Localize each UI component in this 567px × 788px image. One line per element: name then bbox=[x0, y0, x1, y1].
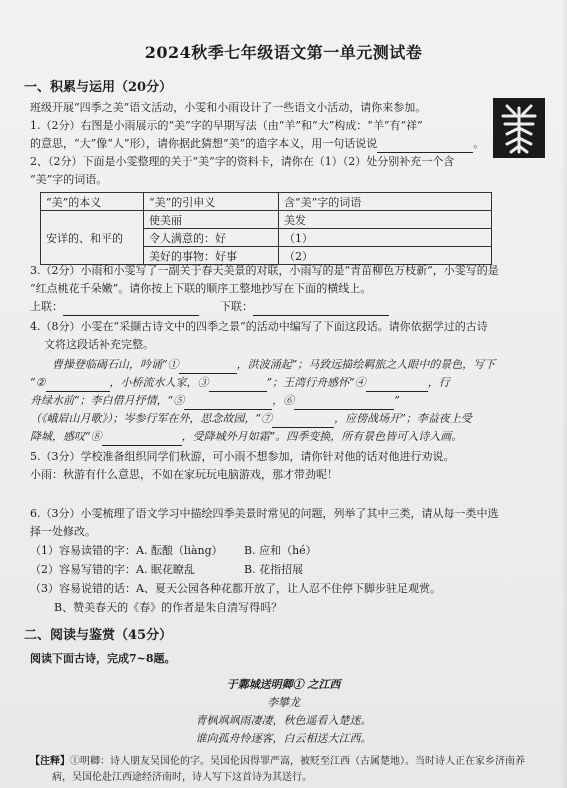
table-header-row bbox=[41, 193, 492, 211]
table-header-cell: “美”的引申义 bbox=[144, 193, 279, 211]
q4-blank-5[interactable] bbox=[184, 397, 272, 410]
q3-line2: “红点桃花千朵嫩”。请你按上下联的顺序工整地抄写在下面的横线上。 bbox=[30, 282, 372, 295]
q1-answer-blank[interactable] bbox=[377, 140, 473, 153]
poem-author: 李攀龙 bbox=[267, 696, 300, 709]
table-cell: 美发 bbox=[279, 211, 492, 229]
q3-line1: 3.（2分）小雨和小雯写了一副关于春天美景的对联，小雨写的是“青苗柳色万枝新”，小雯写的是 bbox=[30, 264, 499, 277]
poem-note-line1: 【注释】①明卿：诗人朋友吴国伦的字。吴国伦因得罪严嵩，被贬至江西（古属楚地）。当时诗人正在家乡济南养 bbox=[30, 756, 525, 767]
q4-blank-2[interactable] bbox=[46, 379, 110, 392]
q6-item1-b: B. 应和（hé） bbox=[244, 544, 317, 557]
q4-blank-4[interactable] bbox=[366, 379, 428, 392]
table-cell: 美好的事物：好事 bbox=[144, 247, 279, 265]
q4-passage-line4: （《峨眉山月歌》）；岑参行军在外，思念故园，“⑦ ，应傍战场开”；李益夜上受 bbox=[30, 410, 472, 428]
ancient-mei-character-icon bbox=[493, 98, 545, 158]
section1-heading: 一、积累与运用（20分） bbox=[24, 80, 173, 95]
q3-answer-line: 上联： 下联： bbox=[30, 298, 389, 316]
table-header-cell: 含“美”字的词语 bbox=[279, 193, 492, 211]
table-cell-answer-1[interactable]: （1） bbox=[279, 229, 492, 247]
q4-blank-1[interactable] bbox=[179, 361, 237, 374]
table-cell-answer-2[interactable]: （2） bbox=[279, 247, 492, 265]
q4-passage-line3: 舟绿水前”；李白借月抒情，“⑤ ，⑥ ” bbox=[30, 392, 400, 410]
q6-item2-a: （2）容易写错的字：A. 眠花瞭乱 bbox=[30, 563, 195, 576]
q3-lower-couplet-blank[interactable] bbox=[253, 303, 389, 316]
q3-upper-couplet-blank[interactable] bbox=[63, 303, 199, 316]
q1-line2: 的意思，“大”像“人”形），请你据此猜想“美”的造字本义，用一句话说说 。 bbox=[30, 135, 484, 153]
q4-blank-7[interactable] bbox=[272, 415, 334, 428]
table-cell: 令人满意的：好 bbox=[144, 229, 279, 247]
q2-line1: 2、（2分）下面是小雯整理的关于“美”字的资料卡，请你在（1）（2）处分别补充一个含 bbox=[30, 155, 455, 168]
section2-heading: 二、阅读与鉴赏（45分） bbox=[24, 628, 173, 643]
poem-title: 于鄴城送明卿① 之江西 bbox=[226, 678, 341, 691]
page-edge-shadow bbox=[561, 0, 567, 788]
table-row bbox=[41, 211, 492, 229]
section2-intro: 阅读下面古诗，完成7~8题。 bbox=[30, 652, 176, 665]
q5-line1: 5.（3分）学校准备组织同学们秋游，可小雨不想参加，请你针对他的话对他进行劝说。 bbox=[30, 450, 455, 463]
q2-line2: “美”字的词语。 bbox=[30, 173, 108, 186]
q1-line1: 1.（2分）右图是小雨展示的“美”字的早期写法（由“羊”和“大”构成：“羊”有“祥” bbox=[30, 119, 423, 132]
poem-note-line2: 病，吴国伦赴江西途经济南时，诗人写下这首诗为其送行。 bbox=[52, 772, 312, 783]
q6-item1-a: （1）容易读错的字：A. 酝酿（liàng） bbox=[30, 544, 223, 557]
q4-line1: 4.（8分）小雯在“采撷古诗文中的四季之景”的活动中编写了下面这段话。请你依据学过的古诗 bbox=[30, 320, 488, 333]
page-title: 2024秋季七年级语文第一单元测试卷 bbox=[144, 43, 423, 62]
q4-blank-6[interactable] bbox=[294, 397, 394, 410]
q6-item3-a: （3）容易说错的话：A、夏天公园各种花都开放了，让人忍不住停下脚步驻足观赏。 bbox=[30, 582, 441, 595]
table-cell: 使美丽 bbox=[144, 211, 279, 229]
q4-passage-line2: “② ，小桥流水人家，③ ”；王湾行舟感怀“④ ，行 bbox=[30, 374, 450, 392]
table-header-cell: “美”的本义 bbox=[41, 193, 144, 211]
mei-vocab-table bbox=[40, 192, 492, 265]
q4-passage-line5: 降城，感叹“⑧ ，受降城外月如霜”。四季变换，所有景色皆可入诗入画。 bbox=[30, 428, 462, 446]
poem-line-1: 青枫飒飒雨凄凄，秋色遥看入楚迷。 bbox=[195, 714, 372, 727]
q4-line2: 文将这段话补充完整。 bbox=[44, 338, 154, 351]
q6-line2: 择一处修改。 bbox=[30, 525, 96, 538]
q6-item2-b: B. 花指招展 bbox=[244, 563, 304, 576]
q5-line2: 小雨：秋游有什么意思，不如在家玩玩电脑游戏，那才带劲呢！ bbox=[30, 468, 338, 481]
q6-line1: 6.（3分）小雯梳理了语文学习中描绘四季美景时常见的问题，列举了其中三类，请从每一类中选 bbox=[30, 507, 499, 520]
q6-item3-b: B、赞美春天的《春》的作者是朱自清写得吗？ bbox=[54, 601, 283, 614]
q4-blank-8[interactable] bbox=[102, 433, 182, 446]
note-label: 【注释】 bbox=[30, 756, 70, 767]
q4-passage-line1: 曹操登临碣石山，吟诵“① ，洪波涌起”；马致远描绘羁旅之人眼中的景色，写下 bbox=[52, 356, 495, 374]
table-cell-meaning: 安详的、和平的 bbox=[41, 211, 144, 265]
section1-intro: 班级开展“四季之美”语文活动，小雯和小雨设计了一些语文小活动，请你来参加。 bbox=[30, 101, 427, 114]
q4-blank-3[interactable] bbox=[209, 379, 267, 392]
poem-line-2: 谁向孤舟怜逐客，白云相送大江西。 bbox=[195, 732, 372, 745]
